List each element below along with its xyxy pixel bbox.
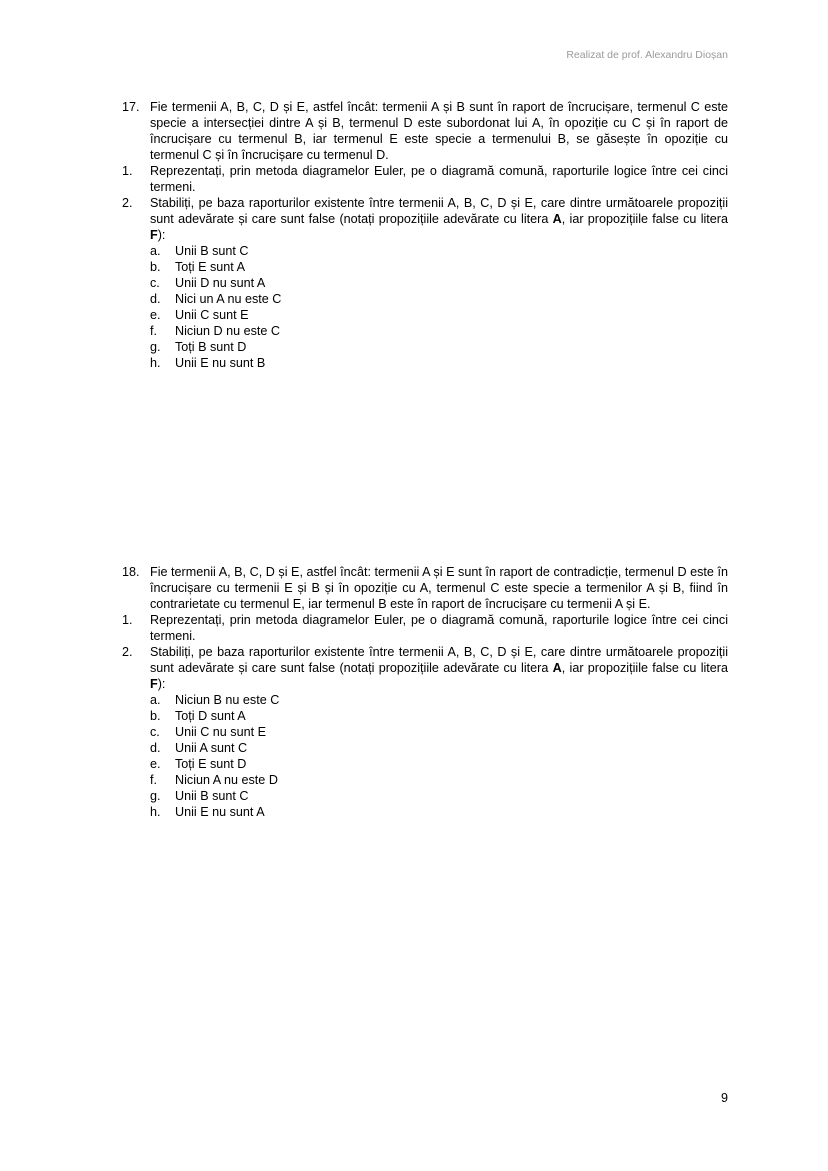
problem-18 <box>122 564 728 820</box>
option-letter: g. <box>150 340 161 354</box>
option-letter: f. <box>150 324 157 338</box>
option-letter: d. <box>150 292 161 306</box>
option-letter: a. <box>150 244 161 258</box>
problem-number: 17. <box>122 100 140 114</box>
task-number: 1. <box>122 164 133 178</box>
option-text: Niciun A nu este D <box>175 773 278 787</box>
task-number: 2. <box>122 645 133 659</box>
task-text: Reprezentați, prin metoda diagramelor Euler, pe o diagramă comună, raporturile logice între cei cinci termeni. <box>150 164 728 194</box>
true-letter: A <box>552 661 562 675</box>
option-item <box>150 788 728 804</box>
task-text <box>150 195 728 243</box>
task-text-before: Stabiliți, pe baza raporturilor existente între termenii A, B, C, D și E, care dintre următoarele propoziții sunt adevărate și care sunt false (notați propozițiile adevărate cu litera <box>150 196 728 226</box>
options-list <box>150 692 728 820</box>
page-header-author: Realizat de prof. Alexandru Dioșan <box>566 49 728 61</box>
option-text: Niciun D nu este C <box>175 324 280 338</box>
problem-statement <box>122 564 728 612</box>
option-item <box>150 772 728 788</box>
option-letter: f. <box>150 773 157 787</box>
false-letter: F <box>150 228 158 242</box>
option-item <box>150 291 728 307</box>
option-item <box>150 339 728 355</box>
option-item <box>150 724 728 740</box>
option-text: Toți B sunt D <box>175 340 247 354</box>
option-item <box>150 259 728 275</box>
option-text: Toți E sunt D <box>175 757 247 771</box>
option-item <box>150 323 728 339</box>
option-text: Unii C nu sunt E <box>175 725 266 739</box>
task-1 <box>122 163 728 195</box>
options-list <box>150 243 728 371</box>
task-text <box>150 644 728 692</box>
option-letter: d. <box>150 741 161 755</box>
task-text: Reprezentați, prin metoda diagramelor Euler, pe o diagramă comună, raporturile logice între cei cinci termeni. <box>150 613 728 643</box>
problem-number: 18. <box>122 565 140 579</box>
option-text: Toți E sunt A <box>175 260 246 274</box>
task-text-before: Stabiliți, pe baza raporturilor existente între termenii A, B, C, D și E, care dintre următoarele propoziții sunt adevărate și care sunt false (notați propozițiile adevărate cu litera <box>150 645 728 675</box>
option-text: Unii D nu sunt A <box>175 276 266 290</box>
option-text: Unii B sunt C <box>175 244 249 258</box>
option-text: Unii E nu sunt B <box>175 356 266 370</box>
option-letter: b. <box>150 260 161 274</box>
option-item <box>150 692 728 708</box>
task-number: 1. <box>122 613 133 627</box>
option-letter: h. <box>150 356 161 370</box>
true-letter: A <box>552 212 562 226</box>
option-letter: h. <box>150 805 161 819</box>
problem-17 <box>122 99 728 371</box>
option-text: Toți D sunt A <box>175 709 246 723</box>
task-number: 2. <box>122 196 133 210</box>
option-item <box>150 355 728 371</box>
task-2 <box>122 195 728 243</box>
task-text-after: ): <box>157 228 166 242</box>
problem-statement <box>122 99 728 163</box>
option-item <box>150 243 728 259</box>
option-item <box>150 756 728 772</box>
option-letter: e. <box>150 308 161 322</box>
option-letter: e. <box>150 757 161 771</box>
option-letter: a. <box>150 693 161 707</box>
task-text-middle: , iar propozițiile false cu litera <box>561 212 729 226</box>
option-item <box>150 708 728 724</box>
task-text-middle: , iar propozițiile false cu litera <box>561 661 729 675</box>
task-text-after: ): <box>157 677 166 691</box>
option-text: Nici un A nu este C <box>175 292 282 306</box>
option-item <box>150 275 728 291</box>
option-letter: b. <box>150 709 161 723</box>
option-item <box>150 307 728 323</box>
option-letter: c. <box>150 276 160 290</box>
option-text: Unii E nu sunt A <box>175 805 265 819</box>
option-text: Unii B sunt C <box>175 789 249 803</box>
option-letter: g. <box>150 789 161 803</box>
option-text: Unii A sunt C <box>175 741 248 755</box>
page-number: 9 <box>720 1091 728 1105</box>
option-letter: c. <box>150 725 160 739</box>
task-2 <box>122 644 728 692</box>
option-item <box>150 804 728 820</box>
option-text: Niciun B nu este C <box>175 693 280 707</box>
false-letter: F <box>150 677 158 691</box>
task-1 <box>122 612 728 644</box>
option-text: Unii C sunt E <box>175 308 249 322</box>
option-item <box>150 740 728 756</box>
problem-text: Fie termenii A, B, C, D și E, astfel încât: termenii A și B sunt în raport de încrucișare, termenul C este specie a intersecției dintre A și B, termenul D este subordonat lui A, în opoziție cu C și în raport de încrucișare cu termenul B, iar termenul E este specie a termenului B, se găsește în opoziție cu termenul C și în încrucișare cu termenul D. <box>150 100 728 162</box>
problem-text: Fie termenii A, B, C, D și E, astfel încât: termenii A și E sunt în raport de contradicție, termenul D este în încrucișare cu termenii E și B și în opoziție cu A, termenul C este specie a termenilor A și B, fiind în contrarietate cu termenul E, iar termenul B este în raport de încrucișare cu termenii A și E. <box>150 565 728 611</box>
